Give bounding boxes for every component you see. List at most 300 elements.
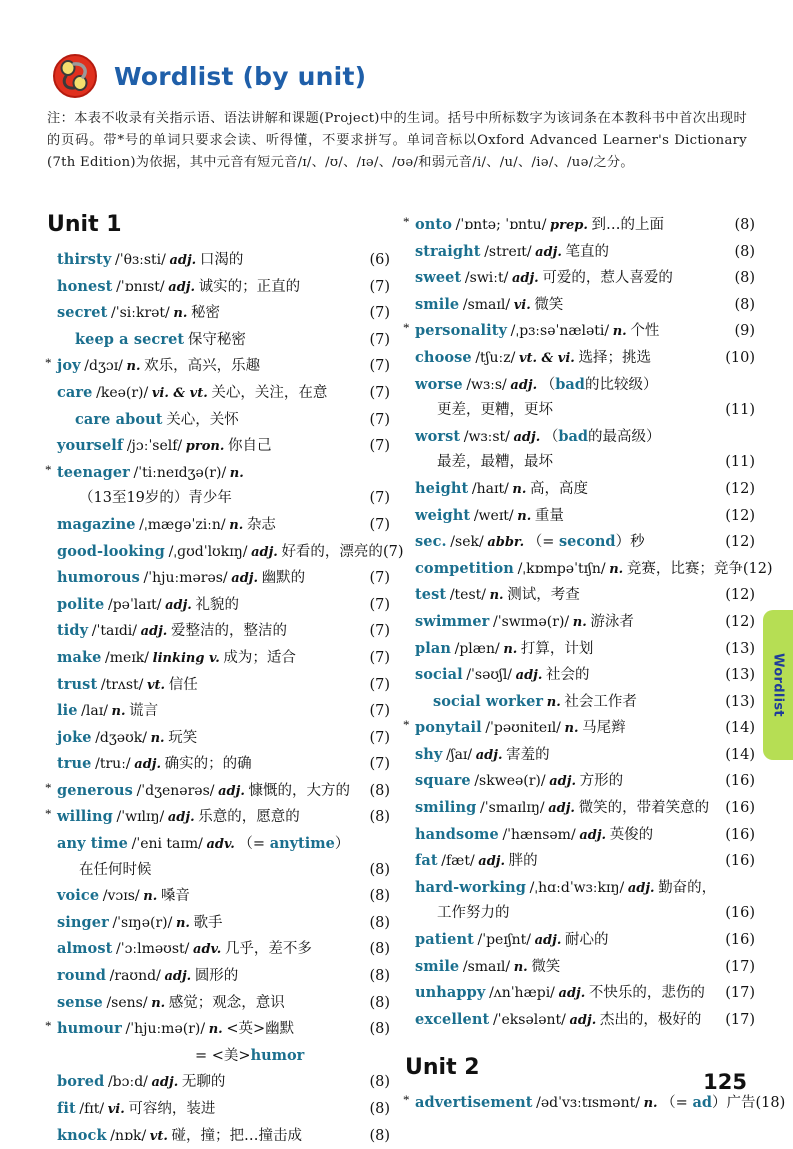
unit-heading-2: Unit 2 <box>405 1055 480 1081</box>
entry-page-ref: (11) <box>725 454 755 471</box>
entry-definition: （= second）秒 <box>527 533 645 551</box>
left-column <box>45 212 404 1149</box>
entry-page-ref: (7) <box>369 331 390 348</box>
asterisk-marker: * <box>45 355 52 371</box>
entry-page-ref: (7) <box>369 570 390 587</box>
entry-body <box>45 486 350 512</box>
asterisk-marker: * <box>403 717 410 733</box>
entry-definition: 关心，关怀 <box>166 411 239 428</box>
entry-page-ref: (12) <box>725 480 755 497</box>
entry-body <box>45 910 350 937</box>
entry-body <box>45 936 350 963</box>
entry-page-ref: (7) <box>369 384 390 401</box>
entry-part-of-speech: adj. <box>251 544 278 560</box>
entry-body <box>403 795 715 822</box>
entry-word: bored <box>57 1073 105 1091</box>
entry-phonetic: /ˈpəʊniteɪl/ <box>485 720 561 737</box>
entry-page-ref: (7) <box>369 729 390 746</box>
wordlist-entry <box>403 901 755 927</box>
entry-part-of-speech: n. <box>126 359 141 375</box>
entry-page-ref: (8) <box>369 809 390 826</box>
entry-body <box>403 529 715 556</box>
entry-word: joke <box>57 728 92 746</box>
entry-part-of-speech: adv. <box>206 837 235 853</box>
entry-body <box>45 618 350 645</box>
entry-body <box>45 858 350 884</box>
entry-word: almost <box>57 940 113 958</box>
entry-page-ref: (16) <box>725 853 755 870</box>
entry-body <box>403 742 715 769</box>
entry-part-of-speech: linking v. <box>152 650 220 666</box>
entry-word: keep a secret <box>75 330 185 348</box>
entry-page-ref: (12) <box>725 587 755 604</box>
entry-word: sweet <box>415 269 462 287</box>
entry-definition: 竞赛，比赛；竞争 <box>626 560 743 577</box>
asterisk-marker: * <box>45 1018 52 1034</box>
entry-page-ref: (7) <box>369 278 390 295</box>
left-entry-list <box>45 247 404 1149</box>
entry-page-ref: (13) <box>725 693 755 710</box>
wordlist-entry <box>45 1043 390 1070</box>
entry-definition: 游泳者 <box>590 613 634 630</box>
entry-body <box>45 831 350 858</box>
entry-definition: 感觉；观念，意识 <box>168 994 285 1011</box>
entry-phonetic: /truː/ <box>95 756 131 773</box>
entry-definition: 关心，关注，在意 <box>211 384 328 401</box>
entry-phonetic: /ˈhjuːmərəs/ <box>143 570 228 587</box>
entry-word: care about <box>75 410 163 428</box>
entry-page-ref: (17) <box>725 1011 755 1028</box>
wordlist-entry <box>403 980 755 1007</box>
wordlist-entry <box>403 476 755 503</box>
entry-phonetic: /pəˈlaɪt/ <box>107 596 162 613</box>
right-unit2-entry-list <box>403 1090 786 1117</box>
wordlist-entry <box>403 954 755 981</box>
wordlist-entry <box>403 689 755 716</box>
entry-definition: 杂志 <box>246 516 276 533</box>
entry-definition: 爱整洁的，整洁的 <box>170 623 287 640</box>
entry-definition: （= ad）广告 <box>661 1094 756 1112</box>
entry-page-ref: (8) <box>369 782 390 799</box>
entry-part-of-speech: n. <box>229 465 244 481</box>
wordlist-entry <box>45 725 390 752</box>
entry-word: tidy <box>57 622 89 640</box>
entry-definition: 确实的；的确 <box>164 756 252 773</box>
entry-phonetic: /trʌst/ <box>100 676 144 693</box>
entry-definition: 杰出的，极好的 <box>599 1011 702 1028</box>
entry-part-of-speech: adj. <box>558 986 586 1002</box>
entry-body <box>45 990 350 1017</box>
entry-phonetic: /ˈsɪŋə(r)/ <box>112 914 173 931</box>
entry-part-of-speech: adj. <box>164 969 192 985</box>
entry-phonetic: /skweə(r)/ <box>474 773 546 790</box>
asterisk-marker: * <box>45 806 52 822</box>
entry-definition: 最差，最糟，最坏 <box>437 454 553 471</box>
entry-word: worst <box>415 427 461 445</box>
entry-part-of-speech: n. <box>143 889 158 905</box>
entry-body <box>45 751 350 778</box>
entry-page-ref: (7) <box>369 516 390 533</box>
entry-definition: 碰，撞；把…撞击成 <box>171 1127 303 1144</box>
entry-word: plan <box>415 639 451 657</box>
entry-body <box>403 318 715 345</box>
entry-definition: 方形的 <box>579 773 624 790</box>
entry-word: polite <box>57 595 105 613</box>
entry-phonetic: /tʃuːz/ <box>475 349 516 366</box>
wordlist-entry <box>403 556 773 583</box>
wordlist-entry <box>403 715 755 742</box>
entry-phonetic: /ˈwɪlɪŋ/ <box>116 809 165 826</box>
entry-page-ref: (16) <box>725 773 755 790</box>
entry-word: secret <box>57 304 108 322</box>
entry-body <box>45 460 350 487</box>
asterisk-marker: * <box>45 779 52 795</box>
wordlist-entry <box>403 636 755 663</box>
entry-definition: 可爱的，惹人喜爱的 <box>542 270 673 287</box>
entry-page-ref: (17) <box>725 985 755 1002</box>
entry-part-of-speech: adj. <box>513 429 541 445</box>
entry-part-of-speech: adj. <box>165 597 192 613</box>
wordlist-entry <box>403 318 755 345</box>
entry-part-of-speech: adj. <box>627 880 655 896</box>
entry-part-of-speech: n. <box>489 588 504 604</box>
entry-body <box>45 300 350 327</box>
entry-word: square <box>415 772 471 790</box>
entry-phonetic: /wɜːst/ <box>463 428 510 445</box>
asterisk-marker: * <box>45 461 52 477</box>
entry-body <box>403 689 715 716</box>
entry-body <box>403 424 715 451</box>
entry-definition: 重量 <box>534 507 564 524</box>
entry-body <box>403 662 715 689</box>
entry-page-ref: (8) <box>734 296 755 313</box>
wordlist-entry <box>403 503 755 530</box>
entry-definition: 英俊的 <box>609 826 654 843</box>
entry-definition: （bad的比较级） <box>540 375 658 393</box>
entry-part-of-speech: adj. <box>569 1012 597 1028</box>
wordlist-entry <box>45 407 390 434</box>
entry-phonetic: /weɪt/ <box>473 507 514 524</box>
entry-phonetic: /ˌhɑːdˈwɜːkɪŋ/ <box>529 879 625 896</box>
entry-body <box>45 1043 350 1070</box>
entry-body <box>403 980 715 1007</box>
entry-page-ref: (12) <box>725 613 755 630</box>
wordlist-entry <box>403 398 755 424</box>
entry-part-of-speech: adv. <box>193 942 222 958</box>
entry-body <box>403 609 715 636</box>
entry-definition: 礼貌的 <box>195 596 239 613</box>
entry-phonetic: /vɔɪs/ <box>102 888 140 905</box>
entry-definition: 秘密 <box>191 305 220 322</box>
entry-body <box>403 1090 785 1117</box>
interlocking-rings-logo-icon <box>50 51 100 101</box>
entry-definition: （13至19岁的）青少年 <box>79 490 232 507</box>
entry-phonetic: /ˈdʒenərəs/ <box>136 782 215 799</box>
entry-page-ref: (8) <box>734 217 755 233</box>
entry-part-of-speech: adj. <box>549 774 576 790</box>
entry-page-ref: (7) <box>369 305 390 322</box>
entry-part-of-speech: n. <box>175 915 190 931</box>
entry-part-of-speech: n. <box>612 324 627 340</box>
entry-page-ref: (10) <box>725 349 755 366</box>
entry-part-of-speech: n. <box>572 614 587 630</box>
entry-phonetic: /nɒk/ <box>110 1127 147 1144</box>
entry-body <box>45 963 350 990</box>
entry-body <box>403 292 715 319</box>
entry-page-ref: (7) <box>369 438 390 455</box>
entry-part-of-speech: vt. <box>149 1128 168 1144</box>
wordlist-entry <box>45 831 390 858</box>
entry-definition: 诚实的；正直的 <box>198 278 301 295</box>
wordlist-entry <box>45 380 390 407</box>
entry-phonetic: /jɔːˈself/ <box>126 438 183 455</box>
wordlist-entry <box>403 265 755 292</box>
wordlist-entry <box>45 963 390 990</box>
entry-word: onto <box>415 216 452 233</box>
wordlist-entry <box>403 212 755 239</box>
entry-page-ref: (16) <box>725 932 755 949</box>
entry-word: straight <box>415 242 481 260</box>
wordlist-entry <box>403 1090 786 1117</box>
entry-phonetic: /fæt/ <box>441 853 475 870</box>
entry-part-of-speech: adj. <box>478 854 506 870</box>
entry-word: unhappy <box>415 984 486 1002</box>
entry-body <box>45 1096 350 1123</box>
entry-word: thirsty <box>57 251 112 268</box>
entry-phonetic: /smaɪl/ <box>462 296 511 313</box>
entry-phonetic: /ˈhænsəm/ <box>502 826 576 843</box>
wordlist-entry <box>403 662 755 689</box>
entry-part-of-speech: vi. <box>513 297 531 313</box>
entry-definition: 成为；适合 <box>223 649 296 666</box>
entry-word: knock <box>57 1126 107 1144</box>
entry-page-ref: (7) <box>369 703 390 720</box>
entry-part-of-speech: n. <box>643 1096 658 1112</box>
wordlist-entry <box>403 875 755 902</box>
entry-part-of-speech: adj. <box>140 624 168 640</box>
entry-definition: 社会的 <box>546 667 590 684</box>
entry-body <box>45 353 350 380</box>
entry-part-of-speech: adj. <box>534 933 562 949</box>
wordlist-entry <box>45 804 390 831</box>
wordlist-entry <box>45 327 390 354</box>
entry-page-ref: (12) <box>725 534 755 551</box>
entry-body <box>45 565 350 592</box>
entry-definition: 测试，考查 <box>507 587 580 604</box>
entry-page-ref: (7) <box>369 649 390 666</box>
entry-page-ref: (8) <box>734 243 755 260</box>
entry-page-ref: (8) <box>369 1074 390 1091</box>
wordlist-entry <box>45 512 390 539</box>
entry-body <box>45 778 350 805</box>
entry-phonetic: /ˌpɜːsəˈnæləti/ <box>510 323 610 340</box>
entry-phonetic: /ˈeksələnt/ <box>492 1011 566 1028</box>
entry-page-ref: (8) <box>369 941 390 958</box>
entry-word: patient <box>415 931 474 949</box>
entry-body <box>403 901 715 927</box>
entry-word: make <box>57 648 102 666</box>
wordlist-entry <box>45 751 390 778</box>
wordlist-entry <box>45 1096 390 1123</box>
entry-definition: <英>幽默 <box>226 1021 295 1038</box>
entry-page-ref: (8) <box>369 1101 390 1117</box>
entry-word: any time <box>57 835 128 853</box>
note-paragraph: 注：本表不收录有关指示语、语法讲解和课题(Project)中的生词。括号中所标数字为该词条在本教科书中首次出现时的页码。带*号的单词只要求会读、听得懂，不要求拼写。单词音标以Oxford Advanced Learner's Dictionary (7th Edition)为依据，其中元音有短元音/ɪ/、/ʊ/、/ɪə/、/ʊə/和弱元音/i/、/u/、/iə/、/uə/之分。 <box>47 111 747 170</box>
entry-part-of-speech: abbr. <box>487 535 525 551</box>
entry-body <box>45 407 350 434</box>
entry-body <box>403 503 715 530</box>
wordlist-entry <box>403 795 755 822</box>
entry-word: competition <box>415 559 514 577</box>
side-tab-label: Wordlist <box>770 653 786 717</box>
entry-body <box>45 645 350 672</box>
entry-phonetic: /ˈθɜːsti/ <box>115 252 166 268</box>
entry-word: willing <box>57 808 113 826</box>
entry-body <box>403 212 715 239</box>
entry-phonetic: /ʌnˈhæpi/ <box>489 985 555 1002</box>
entry-phonetic: /haɪt/ <box>471 480 509 497</box>
entry-part-of-speech: vi. <box>107 1102 125 1117</box>
entry-body <box>403 450 715 476</box>
entry-body <box>403 239 715 266</box>
entry-definition: 圆形的 <box>194 968 239 985</box>
entry-part-of-speech: n. <box>111 704 126 720</box>
wordlist-entry <box>45 618 390 645</box>
entry-word: smile <box>415 295 460 313</box>
entry-body <box>45 539 403 566</box>
entry-definition: 笔直的 <box>565 243 610 260</box>
entry-word: weight <box>415 506 471 524</box>
entry-page-ref: (8) <box>369 1021 390 1038</box>
entry-definition: 马尾辫 <box>582 720 626 737</box>
entry-part-of-speech: adj. <box>510 377 538 393</box>
entry-body <box>45 698 350 725</box>
asterisk-marker: * <box>403 1092 410 1108</box>
entry-definition: 更差，更糟，更坏 <box>437 402 553 419</box>
entry-phonetic: /ˈtaɪdi/ <box>91 623 137 640</box>
entry-page-ref: (6) <box>369 252 390 268</box>
wordlist-entry <box>45 592 390 619</box>
entry-body <box>45 380 350 407</box>
entry-page-ref: (14) <box>725 746 755 763</box>
entry-word: good-looking <box>57 542 165 560</box>
entry-page-ref: (8) <box>369 914 390 931</box>
entry-body <box>403 848 715 875</box>
entry-phonetic: /ˈɒnɪst/ <box>116 278 165 295</box>
entry-part-of-speech: n. <box>150 730 165 746</box>
entry-page-ref: (16) <box>725 905 755 922</box>
wordlist-entry <box>403 822 755 849</box>
entry-definition: 高，高度 <box>530 480 589 497</box>
entry-phonetic: /sens/ <box>106 994 148 1011</box>
entry-body <box>403 265 715 292</box>
entry-phonetic: /ˈpeɪʃnt/ <box>477 932 531 949</box>
entry-page-ref: (8) <box>369 968 390 985</box>
wordlist-entry <box>45 565 390 592</box>
entry-page-ref: (8) <box>369 1127 390 1144</box>
entry-definition: 耐心的 <box>564 932 609 949</box>
entry-part-of-speech: n. <box>208 1022 223 1038</box>
entry-part-of-speech: adj. <box>579 827 607 843</box>
entry-part-of-speech: n. <box>564 721 579 737</box>
entry-word: joy <box>57 357 81 375</box>
entry-page-ref: (8) <box>369 861 390 878</box>
entry-body <box>45 1016 350 1043</box>
entry-word: care <box>57 383 93 401</box>
entry-part-of-speech: n. <box>503 641 518 657</box>
entry-part-of-speech: adj. <box>218 783 245 799</box>
entry-part-of-speech: adj. <box>548 801 575 817</box>
entry-phonetic: /ˈɔːlməʊst/ <box>116 941 190 958</box>
entry-definition: 无聊的 <box>181 1074 226 1091</box>
entry-word: humorous <box>57 569 140 587</box>
entry-body <box>403 398 715 424</box>
entry-body <box>403 476 715 503</box>
entry-definition: 乐意的，愿意的 <box>198 809 300 826</box>
entry-word: lie <box>57 702 78 720</box>
wordlist-entry <box>403 609 755 636</box>
entry-body <box>403 1007 715 1034</box>
wordlist-entry <box>403 582 755 609</box>
entry-definition: 嗓音 <box>160 888 190 905</box>
entry-definition: 欢乐，高兴，乐趣 <box>144 358 261 375</box>
wordlist-entry <box>403 345 755 372</box>
entry-phonetic: /dʒɔɪ/ <box>84 358 123 375</box>
unit-heading-1: Unit 1 <box>47 212 122 237</box>
entry-part-of-speech: n. <box>517 508 532 524</box>
entry-word: honest <box>57 277 113 295</box>
right-entry-list <box>403 212 773 1033</box>
entry-page-ref: (17) <box>725 958 755 975</box>
entry-body <box>45 883 350 910</box>
entry-definition: 微笑 <box>531 958 561 975</box>
entry-word: handsome <box>415 825 499 843</box>
entry-part-of-speech: prep. <box>550 218 588 233</box>
entry-part-of-speech: vt. <box>146 677 166 693</box>
entry-definition: 玩笑 <box>168 729 198 746</box>
entry-definition: 慷慨的，大方的 <box>248 782 350 799</box>
entry-part-of-speech: n. <box>173 306 188 322</box>
entry-part-of-speech: adj. <box>167 810 195 826</box>
wordlist-entry <box>45 353 390 380</box>
entry-phonetic: /swiːt/ <box>464 270 509 287</box>
entry-phonetic: /ˈswɪmə(r)/ <box>493 613 570 630</box>
entry-part-of-speech: n. <box>229 517 244 533</box>
side-tab-wordlist[interactable] <box>763 610 793 760</box>
entry-page-ref: (7) <box>369 411 390 428</box>
entry-word: generous <box>57 781 133 799</box>
entry-definition: 勤奋的， <box>658 879 717 896</box>
page-number: 125 <box>703 1070 747 1094</box>
entry-definition: 不快乐的，悲伤的 <box>588 985 705 1002</box>
wordlist-entry <box>45 274 390 301</box>
entry-definition: 工作努力的 <box>437 905 510 922</box>
wordlist-entry <box>45 858 390 884</box>
entry-word: yourself <box>57 437 124 455</box>
entry-body <box>45 1123 350 1149</box>
entry-page-ref: (13) <box>725 640 755 657</box>
entry-body <box>45 433 350 460</box>
wordlist-entry <box>45 433 390 460</box>
asterisk-marker: * <box>403 320 410 336</box>
entry-body <box>403 582 715 609</box>
wordlist-entry <box>45 672 390 699</box>
entry-page-ref-inline: (12) <box>742 560 773 577</box>
entry-definition: 信任 <box>168 676 198 693</box>
entry-definition: 打算，计划 <box>520 640 594 657</box>
wordlist-entry <box>45 645 390 672</box>
entry-page-ref: (16) <box>725 800 755 817</box>
